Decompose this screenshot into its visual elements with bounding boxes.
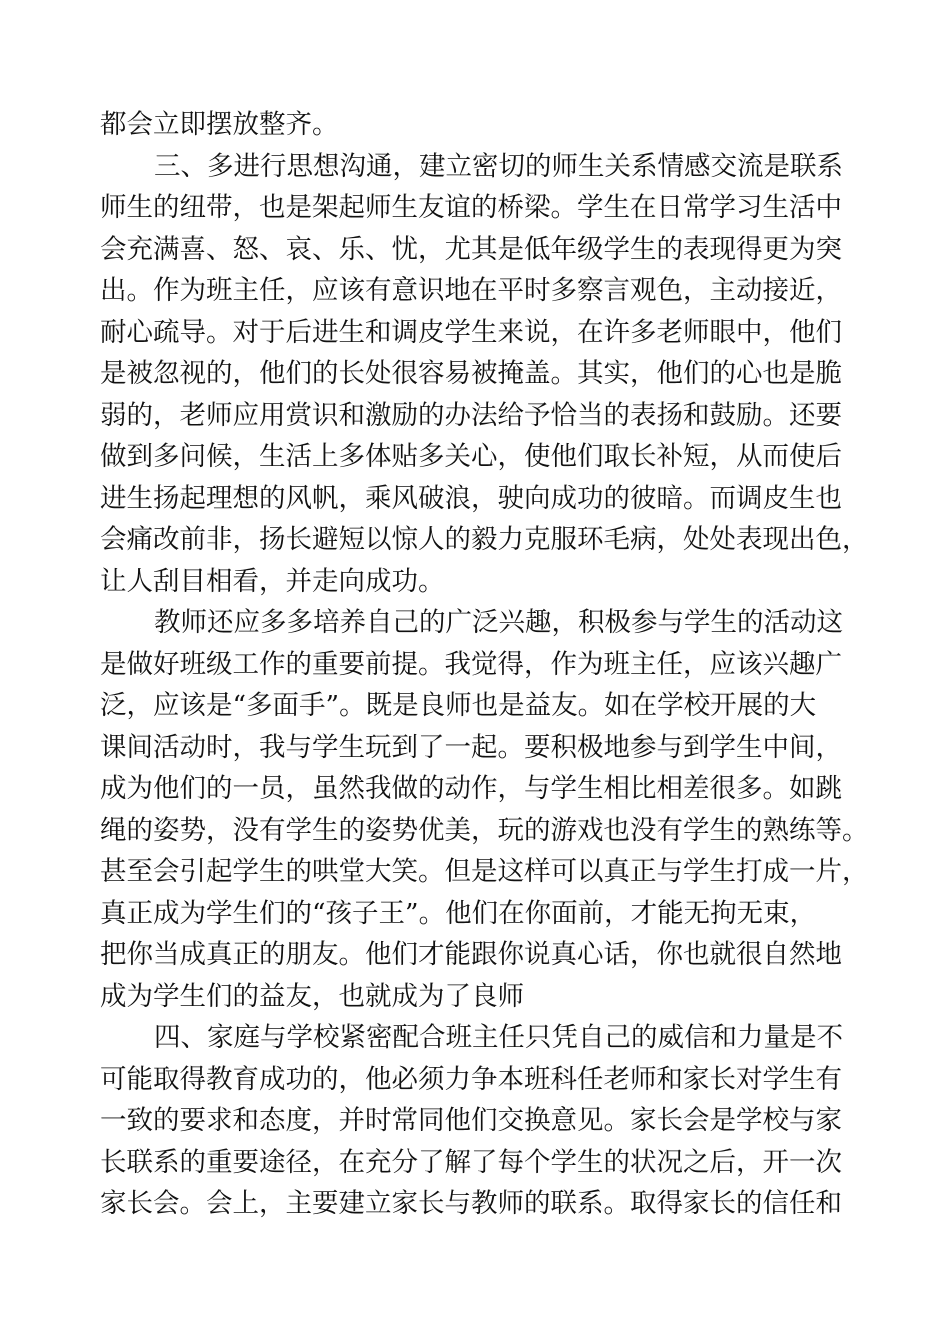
text-line: 进生扬起理想的风帆，乘风破浪，驶向成功的彼暗。而调皮生也 (100, 482, 842, 514)
text-line: 让人刮目相看，并走向成功。 (100, 565, 445, 597)
text-line: 做到多问候，生活上多体贴多关心，使他们取长补短，从而使后 (100, 441, 842, 472)
text-line: 成为学生们的益友，也就成为了良师 (100, 980, 524, 1012)
body-text (100, 104, 870, 1225)
text-line: 成为他们的一员，虽然我做的动作，与学生相比相差很多。如跳 (100, 773, 842, 804)
text-line: 会痛改前非，扬长避短以惊人的毅力克服环毛病，处处表现出色， (100, 524, 869, 555)
text-line: 出。作为班主任，应该有意识地在平时多察言观色，主动接近， (100, 275, 842, 306)
text-line: 把你当成真正的朋友。他们才能跟你说真心话，你也就很自然地 (100, 939, 842, 970)
text-line: 甚至会引起学生的哄堂大笑。但是这样可以真正与学生打成一片， (100, 856, 869, 887)
text-line: 泛，应该是“多面手”。既是良师也是益友。如在学校开展的大 (100, 690, 817, 721)
text-line: 可能取得教育成功的，他必须力争本班科任老师和家长对学生有 (100, 1063, 842, 1095)
text-line: 真正成为学生们的“孩子王”。他们在你面前，才能无拘无束， (100, 897, 817, 929)
text-line: 师生的纽带，也是架起师生友谊的桥梁。学生在日常学习生活中 (100, 192, 842, 223)
paragraph-start-line: 四、家庭与学校紧密配合班主任只凭自己的威信和力量是不 (154, 1022, 843, 1053)
text-line: 家长会。会上，主要建立家长与教师的联系。取得家长的信任和 (100, 1188, 842, 1219)
text-line: 会充满喜、怒、哀、乐、忧，尤其是低年级学生的表现得更为突 (100, 233, 842, 265)
text-line: 长联系的重要途径，在充分了解了每个学生的状况之后，开一次 (100, 1146, 842, 1178)
text-line: 都会立即摆放整齐。 (100, 109, 339, 140)
text-line: 弱的，老师应用赏识和激励的办法给予恰当的表扬和鼓励。还要 (100, 399, 842, 431)
text-line: 是被忽视的，他们的长处很容易被掩盖。其实，他们的心也是脆 (100, 358, 842, 389)
text-line: 是做好班级工作的重要前提。我觉得，作为班主任，应该兴趣广 (100, 648, 842, 680)
text-line: 绳的姿势，没有学生的姿势优美，玩的游戏也没有学生的熟练等。 (100, 814, 869, 846)
paragraph-start-line: 教师还应多多培养自己的广泛兴趣，积极参与学生的活动这 (154, 607, 843, 638)
text-line: 一致的要求和态度，并时常同他们交换意见。家长会是学校与家 (100, 1105, 842, 1136)
paragraph-start-line: 三、多进行思想沟通，建立密切的师生关系情感交流是联系 (154, 150, 843, 182)
text-line: 课间活动时，我与学生玩到了一起。要积极地参与到学生中间， (100, 731, 842, 763)
text-line: 耐心疏导。对于后进生和调皮学生来说，在许多老师眼中，他们 (100, 316, 842, 348)
